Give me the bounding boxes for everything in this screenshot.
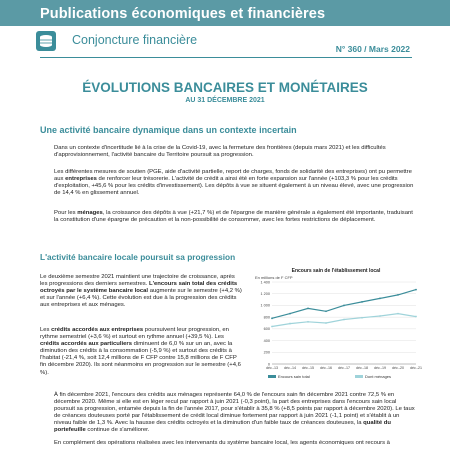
text-run: diminuent de 6,0 % sur un an, avec la diminution des crédits à la consommation (-5,9 %) et surtout des crédits à l'habitat (-21,4 %, soit 12,4 millions de F CFP contre 15,8 millions de F CFP fin décembre 2020). Ils sont néanmoins en progression sur le semestre (+4,6 %).	[40, 341, 241, 376]
y-tick-label: 1 000	[260, 303, 270, 308]
x-tick-label: déc.-18	[356, 366, 368, 370]
coin-stack-icon	[35, 30, 57, 52]
data-point	[343, 319, 345, 321]
data-point	[415, 316, 417, 318]
x-tick-label: déc.-20	[392, 366, 404, 370]
y-tick-label: 200	[263, 350, 270, 355]
publication-title: Publications économiques et financières	[40, 6, 326, 22]
chart-unit: En millions de F CFP	[255, 275, 293, 280]
x-tick-label: déc.-13	[266, 366, 278, 370]
chart-outstanding-credit	[250, 268, 422, 384]
data-point	[397, 294, 399, 296]
x-tick-label: déc.-15	[302, 366, 314, 370]
legend-label: Encours sain total	[278, 374, 310, 379]
text-run-bold: entreprises	[65, 176, 97, 183]
data-point	[361, 317, 363, 319]
header-banner	[0, 0, 450, 26]
data-point	[307, 321, 309, 323]
document-title: ÉVOLUTIONS BANCAIRES ET MONÉTAIRES	[82, 80, 368, 95]
legend-item-households	[355, 374, 391, 379]
section-heading-local-activity: L'activité bancaire locale poursuit sa progression	[40, 252, 236, 262]
text-run-bold: crédits accordés aux entreprises	[51, 327, 144, 333]
text-run: À fin décembre 2021, l'encours des crédits aux ménages représente 64,0 % de l'encours sain fin décembre 2021 contre 72,5 % en décembre 2020. Même si elle est en léger recul par rapport à juin 2021 (-0,3 point), la part des entreprises dans l'encours sain local poursuit sa progression, entamée depuis la fin de l'année 2017, pour s'établir à 35,8 % (+8,5 points par rapport à décembre 2020). Le taux de créances douteuses porté par l'établissement de crédit local diminue fortement par rapport à juin 2021 (-1,1 point) et s'établit à un niveau faible de 1,3 %. Avec la hausse des crédits octroyés et la diminution d'un faible taux de créances douteuses, la	[54, 392, 415, 427]
legend-swatch	[355, 375, 363, 378]
paragraph-households	[54, 210, 414, 224]
y-tick-label: 1 400	[260, 280, 270, 285]
text-run-bold: L'encours sain total des crédits octroyés par le système bancaire local	[40, 281, 238, 295]
legend-label: Dont ménages	[365, 374, 392, 379]
paragraph-credits	[40, 327, 242, 377]
section-heading-activity: Une activité bancaire dynamique dans un contexte incertain	[40, 125, 297, 135]
document-date: AU 31 DÉCEMBRE 2021	[185, 97, 265, 104]
text-run-bold: crédits accordés aux particuliers	[40, 341, 133, 348]
x-tick-label: déc.-16	[320, 366, 332, 370]
y-tick-label: 400	[263, 338, 270, 343]
chart-title: Encours sain de l'établissement local	[291, 268, 381, 274]
text-run: Le deuxième semestre 2021 maintient une trajectoire de croissance, après les progressions des derniers semestres.	[40, 274, 235, 288]
text-run: Les	[40, 327, 52, 333]
x-tick-label: déc.-14	[284, 366, 296, 370]
data-point	[379, 298, 381, 300]
x-tick-label: déc.-17	[338, 366, 350, 370]
data-point	[289, 323, 291, 325]
data-point	[289, 313, 291, 315]
y-tick-label: 0	[267, 362, 270, 367]
y-tick-label: 600	[263, 327, 270, 332]
issue-number: N° 360 / Mars 2022	[335, 44, 410, 54]
data-point	[271, 326, 273, 328]
header-divider	[40, 57, 412, 58]
y-tick-label: 1 200	[260, 292, 270, 297]
data-point	[379, 315, 381, 317]
text-run: Pour les	[54, 210, 78, 216]
paragraph-context: Dans un contexte d'incertitude lié à la crise de la Covid-19, avec la fermeture des frontières (depuis mars 2021) et les difficultés d'approvisionnement, l'activité bancaire du Territoire poursuit sa progression.	[54, 145, 386, 159]
text-run: , la croissance des dépôts à vue (+21,7 %) et de l'épargne de manière générale a également été importante, traduisant la constitution d'une épargne de précaution et la non-possibilité de consommer, avec les fortes restrictions de déplacement.	[54, 210, 413, 224]
x-tick-label: déc.-21	[410, 366, 422, 370]
text-run: Les différentes mesures de soutien (PGE, aide d'activité partielle, report de charges, fonds de solidarité des entreprises) ont pu permettre aux	[54, 169, 412, 183]
chart-plot	[250, 268, 422, 384]
paragraph-external: En complément des opérations réalisées avec les intervenants du système bancaire local, les agents économiques ont recours à	[54, 440, 390, 446]
data-point	[361, 301, 363, 303]
paragraph-share	[54, 392, 416, 435]
paragraph-enterprises	[54, 169, 414, 197]
data-point	[271, 317, 273, 319]
text-run-bold: ménages	[77, 210, 103, 216]
x-tick-label: déc.-19	[374, 366, 386, 370]
text-run: augmente sur le semestre (+4,2 %) et sur l'année (+6,4 %). Cette évolution est due à la progression des crédits aux entreprises et aux ménages.	[40, 288, 242, 309]
legend-item-total	[268, 374, 310, 379]
text-run: de renforcer leur trésorerie. L'activité de crédit a ainsi été en forte expansion sur l'année (+103,3 % pour les crédits d'exploitation, +45,6 % pour les crédits d'investissement). Les dépôts à vue se situent également à un niveau élevé, avec une progression de 14,4 % en glissement annuel.	[54, 176, 414, 197]
data-point	[307, 307, 309, 309]
legend-swatch	[268, 375, 276, 378]
paragraph-semester	[40, 274, 242, 309]
data-point	[325, 322, 327, 324]
text-run: poursuivent leur progression, en rythme semestriel (+3,6 %) et surtout en rythme annuel (+39,5 %). Les	[40, 327, 229, 341]
y-tick-label: 800	[263, 315, 270, 320]
data-point	[325, 310, 327, 312]
data-point	[397, 313, 399, 315]
series-name: Conjoncture financière	[72, 33, 198, 47]
text-run-bold: qualité du portefeuille	[54, 420, 391, 434]
data-point	[343, 305, 345, 307]
text-run: continue de s'améliorer.	[85, 427, 150, 434]
data-point	[415, 289, 417, 291]
